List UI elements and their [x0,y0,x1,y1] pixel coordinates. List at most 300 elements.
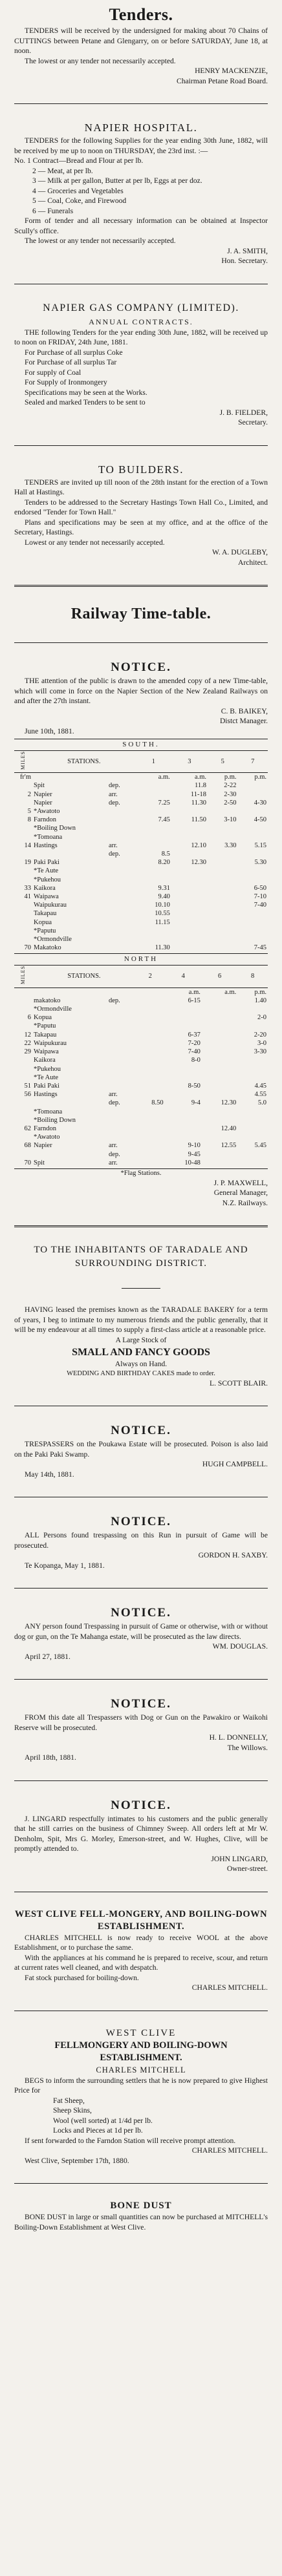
time-cell [165,1116,202,1124]
miles-cell [14,1108,32,1116]
time-cell [171,833,208,841]
napier-hospital-heading: NAPIER HOSPITAL. [84,121,198,134]
builders-body: Lowest or any tender not necessarily accepted. [25,538,165,547]
miles-cell: 14 [24,841,31,849]
arr-dep-cell [107,892,136,901]
timetable-row [14,1073,268,1082]
time-cell: 8-0 [191,1057,201,1064]
builders-body: Tenders to be addressed to the Secretary Hastings Town Hall Co., Limited, and endorsed "Tender for Town Hall." [14,498,268,516]
arr-dep-cell [107,909,136,918]
arr-dep-cell [107,927,136,935]
railway-notice-sig-role: Distct Manager. [219,717,268,725]
time-cell [208,867,237,875]
time-cell [202,1108,237,1116]
bonedust-heading: BONE DUST [110,2201,172,2212]
arr-dep-cell [107,918,136,927]
time-cell [202,1056,237,1064]
taradale-cakes: WEDDING AND BIRTHDAY CAKES made to order. [67,1369,215,1377]
time-cell [202,1116,237,1124]
station-cell: Waipukurau [34,1039,67,1047]
divider [14,585,268,587]
gas-intro: THE following Tenders for the year ending 30th June, 1882, will be received up to noon on FRIDAY, 24th June, 1881. [14,328,268,346]
notice-sig-place: The Willows. [227,1743,268,1752]
time-cell [136,807,171,816]
miles-cell [14,927,32,935]
arr-dep-cell: arr. [109,1159,118,1167]
time-cell [238,781,268,790]
time-cell [202,1073,237,1082]
arr-dep-cell [107,824,136,832]
time-cell [171,807,208,816]
time-cell [171,867,208,875]
notice-date: Te Kopanga, May 1, 1881. [25,1561,105,1570]
divider [14,1780,268,1781]
arr-dep-cell [107,867,136,875]
station-cell: *Tomoana [34,1108,63,1115]
arr-dep-cell [107,1048,136,1056]
arr-dep-cell [107,1082,136,1090]
divider [14,2183,268,2184]
time-cell [136,1031,165,1039]
south-label: SOUTH. [14,739,268,750]
hospital-sig-role: Hon. Secretary. [221,257,268,265]
miles-cell [14,1005,32,1013]
time-cell: 2-30 [224,790,237,798]
westclive2-body: BEGS to inform the surrounding settlers that he is now prepared to give Highest Price for [14,2076,268,2095]
time-cell: 4.55 [254,1091,266,1099]
time-cell: 9.31 [158,884,170,892]
time-cell [238,790,268,799]
time-cell [136,876,171,884]
time-cell [202,1082,237,1090]
time-cell: 9.40 [158,893,170,901]
time-cell: 5.30 [254,859,266,867]
time-cell [208,901,237,909]
railway-heading: Railway Time-table. [70,606,212,622]
time-cell [136,1108,165,1116]
builders-body: TENDERS are invited up till noon of the 28th instant for the erection of a Town Hall at Hastings. [14,478,268,496]
timetable-row [14,790,268,799]
westclive2-subheading: FELLMONGERY AND BOILING-DOWN ESTABLISHMENT. [54,2040,228,2063]
time-cell: 8.5 [161,850,170,858]
divider [14,642,268,643]
westclive2-item: Locks and Pieces at 1d per lb. [53,2126,143,2135]
train-column-header: 1 [136,751,171,773]
station-cell: *Awatoto [34,1134,60,1141]
time-cell [237,1022,268,1030]
time-cell [171,918,208,927]
arr-dep-cell [107,1039,136,1048]
time-cell: 3-0 [257,1039,266,1047]
timetable-row [14,1116,268,1124]
notice-body: J. LINGARD respectfully intimates to his customers and the public generally that he still carries on the business of Chimney Sweep. All orders left at Mr W. Denholm, Spit, Mrs G. Morley, Emerson-street, and W. Hughes, Clive, will be promptly attended to. [14,1814,268,1853]
time-cell [136,1005,165,1013]
time-cell: 10-48 [184,1159,201,1167]
timetable-row [14,1150,268,1159]
notice-sig: GORDON H. SAXBY. [198,1551,268,1560]
arr-dep-cell [107,884,136,892]
hospital-form-note: Form of tender and all necessary information can be obtained at Inspector Scully's office. [14,216,268,235]
timetable-row [14,1133,268,1141]
time-cell [171,850,208,858]
gas-item: Specifications may be seen at the Works. [25,388,147,397]
time-cell [208,858,237,867]
tender-petane-body: TENDERS will be received by the undersigned for making about 70 Chains of CUTTINGS between Petane and Glengarry, on or before SATURDAY, June 18, at noon. [14,26,268,55]
taradale-body: HAVING leased the premises known as the TARADALE BAKERY for a term of years, I beg to intimate to my numerous friends and the public generally, that it will be my endeavour at all times to supply a first-class article at a reasonable price. [14,1305,268,1335]
miles-cell: fr'm [19,774,31,781]
stations-column-header: STATIONS. [32,966,136,987]
time-cell [237,1108,268,1116]
miles-cell [14,997,32,1005]
hospital-item: 4 — Groceries and Vegetables [32,186,124,195]
timetable-row [14,867,268,875]
railway-notice-body: THE attention of the public is drawn to the amended copy of a new Time-table, which will come in force on the Napier Section of the New Zealand Railways on and after the 27th instant. [14,677,268,705]
time-cell: 7.45 [158,816,170,824]
station-cell: Takapau [34,910,57,918]
time-cell: 4.45 [254,1082,266,1090]
timetable-row [14,1099,268,1107]
time-cell [237,1116,268,1124]
divider [122,1288,160,1289]
time-cell: 7-40 [188,1048,201,1056]
miles-cell: 51 [24,1082,31,1090]
timetable-row [14,824,268,832]
railway-notice-sig-name: C. B. BAIKEY, [221,706,268,715]
timetable-row [14,1108,268,1116]
hospital-intro: TENDERS for the following Supplies for the year ending 30th June, 1882, will be received by me up to noon on THURSDAY, the 23rd inst. :— [14,136,268,155]
hospital-item: 2 — Meat, at per lb. [32,166,93,175]
time-cell [136,824,171,832]
time-cell: 5.0 [257,1099,266,1107]
time-cell [136,1090,165,1099]
station-cell [32,1099,107,1107]
time-cell [165,1090,202,1099]
time-cell [165,1073,202,1082]
time-cell [136,927,171,935]
station-cell: *Pukehou [34,876,61,883]
time-cell [165,1022,202,1030]
time-cell: 12.40 [221,1124,237,1132]
miles-cell [14,918,32,927]
timetable-row [14,850,268,858]
time-cell [171,935,208,944]
miles-cell: 70 [24,1159,31,1167]
notice-body: TRESPASSERS on the Poukawa Estate will be prosecuted. Poison is also laid on the Paki Paki Swamp. [14,1440,268,1459]
miles-cell [14,1056,32,1064]
miles-cell [14,987,32,997]
station-cell: *Paputu [34,1022,56,1030]
miles-cell [14,1150,32,1159]
time-cell [208,935,237,944]
arr-dep-cell: dep. [109,782,120,790]
time-cell [208,909,237,918]
arr-dep-cell [107,833,136,841]
timetable-row [14,876,268,884]
time-cell [202,1048,237,1056]
time-cell [136,841,171,850]
time-cell: 11-18 [190,790,207,798]
arr-dep-cell [107,944,136,952]
station-cell: *Ormondville [34,936,72,944]
bonedust-body: BONE DUST in large or small quantities can now be purchased at MITCHELL's Boiling-Down Establishment at West Clive. [14,2213,268,2232]
time-cell: 11.50 [191,816,207,824]
taradale-line: Always on Hand. [114,1360,168,1368]
arr-dep-cell [107,935,136,944]
time-cell [165,1013,202,1022]
arr-dep-cell: arr. [109,841,118,849]
time-cell [136,1141,165,1150]
miles-cell [14,1099,32,1107]
hospital-item: 5 — Coal, Coke, and Firewood [32,196,127,205]
time-cell [136,1065,165,1073]
hospital-sig-name: J. A. SMITH, [227,246,268,255]
hospital-lowest-note: The lowest or any tender not necessarily accepted. [25,237,176,245]
time-cell [136,1073,165,1082]
time-cell [238,807,268,816]
notice-heading: NOTICE. [111,1424,171,1438]
time-cell [238,876,268,884]
time-cell [136,867,171,875]
builders-body: Plans and specifications may be seen at my office, and at the office of the Secretary, Hastings. [14,518,268,536]
miles-column-header: MILES [20,751,27,770]
timetable-row [14,987,268,997]
time-cell [238,927,268,935]
westclive2-body: If sent forwarded to the Farndon Station will receive prompt attention. [25,2136,236,2145]
time-cell: 7.25 [158,799,170,807]
time-cell [136,1056,165,1064]
timetable-row [14,997,268,1005]
time-cell [165,1005,202,1013]
station-cell: Paki Paki [34,1082,60,1090]
timetable-row [14,1031,268,1039]
miles-cell: 56 [24,1091,31,1099]
miles-cell: 62 [24,1124,31,1132]
time-cell [202,1039,237,1048]
time-cell [171,944,208,952]
time-cell [237,1005,268,1013]
hospital-item: 6 — Funerals [32,206,74,215]
time-cell: 11.30 [155,944,170,952]
station-cell: Kopua [34,918,52,926]
timetable-row [14,1124,268,1133]
time-cell: 6-50 [254,884,266,892]
time-cell [136,1159,165,1167]
arr-dep-cell [107,773,136,782]
timetable-row [14,1039,268,1048]
builders-sig-name: W. A. DUGLEBY, [212,548,268,556]
arr-dep-cell [107,1056,136,1064]
miles-cell [14,867,32,875]
time-cell [238,918,268,927]
taradale-heading: TO THE INHABITANTS OF TARADALE AND SURROUNDING DISTRICT. [34,1245,248,1269]
notice-sig: HUGH CAMPBELL. [202,1460,268,1469]
time-cell: p.m. [254,774,266,781]
time-cell [208,850,237,858]
time-cell [202,1065,237,1073]
station-cell: Takapau [34,1031,57,1039]
timetable-row [14,1090,268,1099]
railway-sig-org: N.Z. Railways. [222,1198,268,1207]
notice-sig: H. L. DONNELLY, [209,1733,268,1742]
arr-dep-cell: arr. [109,790,118,798]
train-column-header: 7 [238,751,268,773]
arr-dep-cell [107,858,136,867]
arr-dep-cell: dep. [109,799,120,807]
station-cell: Waipukurau [34,902,67,909]
gas-item: For Purchase of all surplus Tar [25,358,117,366]
time-cell [238,909,268,918]
miles-cell: 8 [27,816,31,824]
timetable-row [14,909,268,918]
time-cell: 10.10 [155,902,170,909]
arr-dep-cell [107,901,136,909]
station-cell: Makatoko [34,944,61,952]
station-cell: Spit [34,782,45,790]
miles-cell [14,876,32,884]
station-cell: Farndon [34,1124,56,1132]
westclive2-heading: WEST CLIVE [105,2027,177,2038]
time-cell: 8-50 [188,1082,201,1090]
arr-dep-cell [107,987,136,997]
time-cell [136,1013,165,1022]
time-cell: 8.50 [151,1099,164,1107]
arr-dep-cell [107,1013,136,1022]
divider [14,1679,268,1680]
station-cell: Waipawa [34,1048,59,1056]
time-cell [136,1048,165,1056]
time-cell [165,1108,202,1116]
station-cell: Kaikora [34,1057,56,1064]
time-cell: 3.30 [224,841,237,849]
time-cell [136,935,171,944]
divider [14,1225,268,1227]
time-cell: 7-40 [254,902,266,909]
station-cell: Napier [34,1142,52,1150]
hospital-item: 3 — Milk at per gallon, Butter at per lb, Eggs at per doz. [32,176,202,185]
time-cell [171,927,208,935]
westclive2-name: CHARLES MITCHELL [96,2065,186,2075]
station-cell: Hastings [34,1091,58,1099]
time-cell: a.m. [224,988,237,996]
time-cell [171,901,208,909]
time-cell [208,918,237,927]
timetable-row [14,935,268,944]
time-cell [237,1150,268,1159]
time-cell [202,997,237,1005]
miles-column-header: MILES [20,966,27,985]
station-cell: *Boiling Down [34,1116,76,1124]
builders-sig-role: Architect. [237,558,268,567]
miles-cell [14,833,32,841]
tender-petane-sig-name: HENRY MACKENZIE, [195,67,268,75]
westclive2-item: Wool (well sorted) at 1/4d per lb. [53,2116,153,2125]
railway-notice-heading: NOTICE. [111,660,171,674]
train-column-header: 6 [202,966,237,987]
miles-cell: 29 [24,1048,31,1056]
station-cell: Hastings [34,841,58,849]
time-cell: 4-30 [254,799,266,807]
arr-dep-cell [107,1116,136,1124]
divider [14,445,268,446]
time-cell [165,1065,202,1073]
south-timetable [14,750,268,952]
station-cell: Kaikora [34,884,56,892]
station-cell: *Pukehou [34,1065,61,1073]
station-cell: Waipawa [34,893,59,901]
arr-dep-cell [107,1031,136,1039]
railway-sig-name: J. P. MAXWELL, [213,1178,268,1187]
stations-column-header: STATIONS. [32,751,136,773]
miles-cell [14,909,32,918]
timetable-row [14,1065,268,1073]
notice-date: May 14th, 1881. [25,1470,74,1479]
arr-dep-cell: dep. [109,997,120,1004]
westclive2-item: Fat Sheep, [53,2096,85,2105]
train-column-header: 2 [136,966,165,987]
time-cell [165,1124,202,1133]
gas-sig-name: J. B. FIELDER, [219,408,268,417]
station-cell: *Boiling Down [34,825,76,832]
time-cell [202,1159,237,1167]
timetable-row [14,807,268,816]
railway-notice-date: June 10th, 1881. [25,726,74,735]
notice-body: FROM this date all Trespassers with Dog or Gun on the Pawakiro or Waikohi Reserve will be prosecuted. [14,1713,268,1732]
westclive2-sig: CHARLES MITCHELL. [191,2146,268,2155]
westclive-body: Fat stock purchased for boiling-down. [25,1973,139,1982]
divider [14,103,268,104]
miles-cell: 2 [27,790,31,798]
time-cell [136,790,171,799]
arr-dep-cell [107,1022,136,1030]
notice-heading: NOTICE. [111,1697,171,1711]
time-cell: 6-15 [188,997,201,1004]
time-cell [238,824,268,832]
notice-date: April 18th, 1881. [25,1753,76,1762]
notice-heading: NOTICE. [111,1798,171,1812]
tenders-heading: Tenders. [109,5,173,24]
station-cell: makatoko [34,997,61,1004]
westclive2-date: West Clive, September 17th, 1880. [25,2156,129,2165]
time-cell [136,987,165,997]
arr-dep-cell [107,1108,136,1116]
time-cell [171,824,208,832]
train-column-header: 4 [165,966,202,987]
station-cell: Napier [34,799,52,807]
time-cell [202,1133,237,1141]
station-cell: *Paputu [34,927,56,934]
train-column-header: 3 [171,751,208,773]
miles-cell: 12 [24,1031,31,1039]
timetable-row [14,781,268,790]
miles-cell: 68 [24,1142,31,1150]
time-cell: 12.55 [221,1142,237,1150]
builders-heading: TO BUILDERS. [98,463,184,476]
time-cell [238,867,268,875]
time-cell [237,1073,268,1082]
time-cell: 5.15 [254,841,266,849]
westclive-heading: WEST CLIVE FELL-MONGERY, AND BOILING-DOWN ESTABLISHMENT. [14,1908,268,1932]
time-cell: 12.30 [221,1099,237,1107]
time-cell [237,1065,268,1073]
timetable-row [14,816,268,824]
station-cell: *Te Aute [34,1073,59,1081]
station-cell: *Tomoana [34,833,63,841]
miles-cell: 19 [24,859,31,867]
time-cell [208,892,237,901]
time-cell [136,833,171,841]
miles-cell [14,824,32,832]
arr-dep-cell [107,807,136,816]
